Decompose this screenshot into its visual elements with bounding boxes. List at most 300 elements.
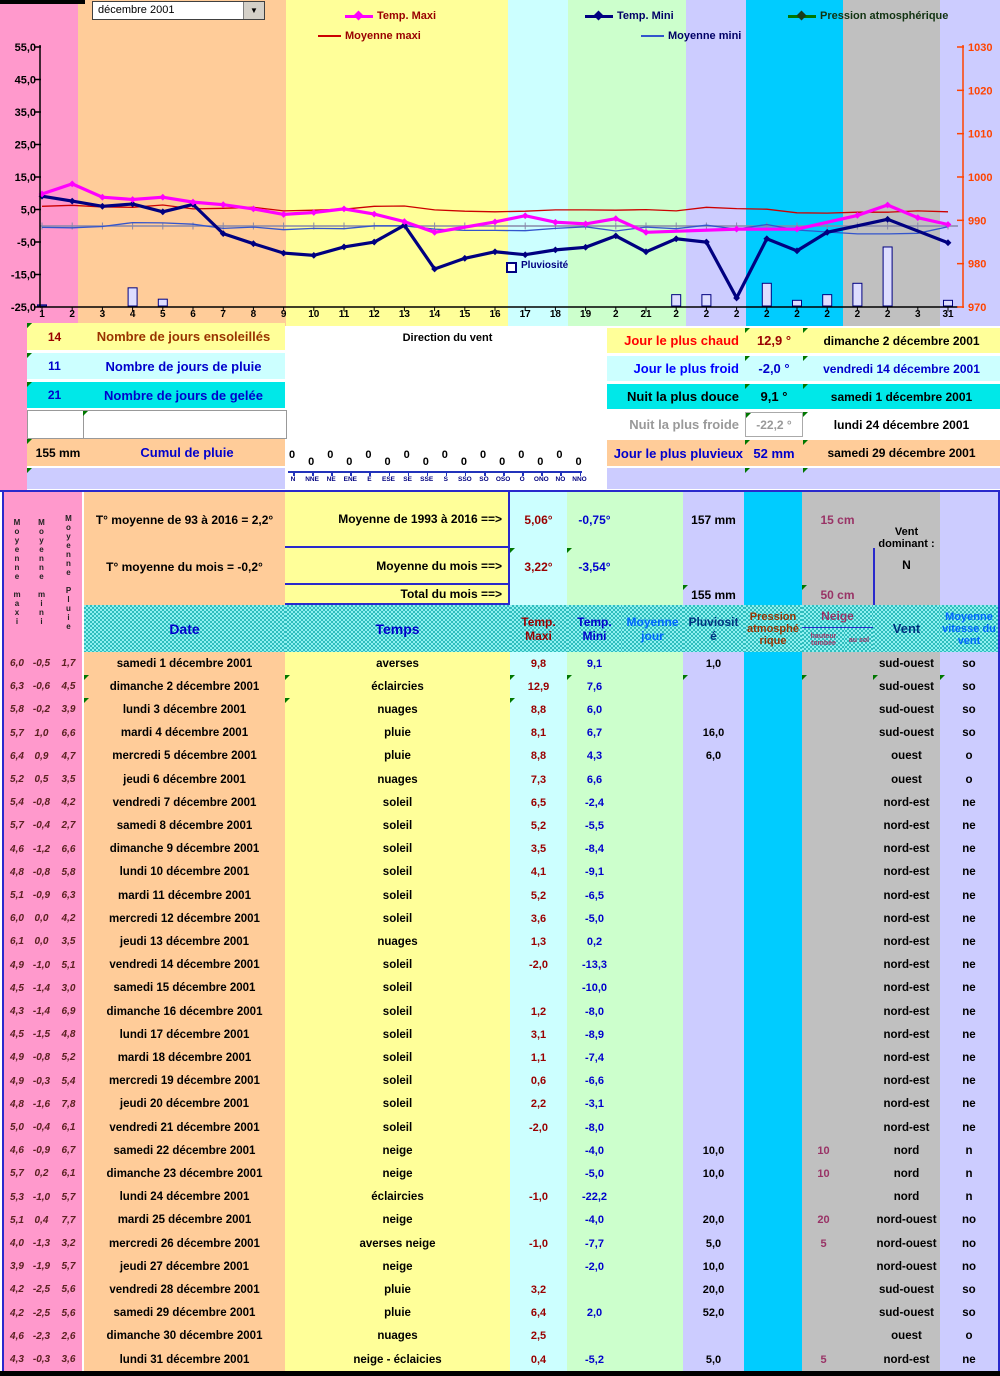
cell-moyenne-mini[interactable]: -0,8 [28, 791, 57, 815]
cell-moyenne-mini[interactable]: 0,0 [28, 930, 57, 954]
cell-pression[interactable] [744, 977, 804, 1001]
stat-cumul-pluie[interactable] [27, 439, 285, 466]
cell-temp-mini[interactable]: -5,0 [567, 907, 624, 931]
cell-vent[interactable]: nord-ouest [873, 1255, 942, 1279]
cell-pluviosite[interactable]: 10,0 [683, 1162, 746, 1186]
cell-temp-mini[interactable]: -2,4 [567, 791, 624, 815]
cell-temp-mini[interactable]: -5,5 [567, 814, 624, 838]
cell-pluviosite[interactable]: 20,0 [683, 1209, 746, 1233]
cell-vent[interactable]: nord-est [873, 814, 942, 838]
cell-temp-maxi[interactable]: 8,1 [510, 722, 569, 746]
cell-moyenne-jour[interactable] [622, 791, 685, 815]
cell-moyenne-maxi[interactable]: 6,4 [2, 745, 32, 769]
cell-pluviosite[interactable]: 5,0 [683, 1348, 746, 1372]
cell-moyenne-maxi[interactable]: 4,6 [2, 1325, 32, 1349]
cell-vent[interactable]: sud-ouest [873, 1302, 942, 1326]
cell-temps[interactable]: soleil [285, 1046, 512, 1070]
cell-neige-sol[interactable] [845, 1278, 875, 1302]
cell-moyenne-maxi[interactable]: 4,9 [2, 954, 32, 978]
cell-moyenne-maxi[interactable]: 5,7 [2, 814, 32, 838]
cell-date[interactable]: samedi 1 décembre 2001 [84, 652, 287, 676]
cell-temp-maxi[interactable]: 8,8 [510, 745, 569, 769]
cell-temp-mini[interactable]: -4,0 [567, 1139, 624, 1163]
cell-pression[interactable] [744, 930, 804, 954]
cell-vent[interactable]: nord-est [873, 1023, 942, 1047]
stat-jour-plus-pluvieux[interactable] [607, 440, 1000, 466]
cell-moyenne-maxi[interactable]: 5,2 [2, 768, 32, 792]
cell-neige-sol[interactable] [845, 1348, 875, 1372]
cell-moyenne-maxi[interactable]: 5,7 [2, 722, 32, 746]
cell-moyenne-pluie[interactable]: 3,5 [55, 768, 84, 792]
cell-moyenne-maxi[interactable]: 3,9 [2, 1255, 32, 1279]
cell-temp-mini[interactable]: -3,1 [567, 1093, 624, 1117]
cell-temp-maxi[interactable]: 6,4 [510, 1302, 569, 1326]
cell-moyenne-pluie[interactable]: 5,6 [55, 1302, 84, 1326]
cell-temp-maxi[interactable]: 4,1 [510, 861, 569, 885]
cell-temps[interactable]: pluie [285, 1302, 512, 1326]
cell-vitesse[interactable]: no [940, 1209, 1000, 1233]
cell-pression[interactable] [744, 1070, 804, 1094]
cell-vitesse[interactable]: ne [940, 977, 1000, 1001]
cell-moyenne-maxi[interactable]: 4,3 [2, 1000, 32, 1024]
cell-temp-mini[interactable]: -4,0 [567, 1209, 624, 1233]
cell-pluviosite[interactable] [683, 838, 746, 862]
cell-date[interactable]: dimanche 30 décembre 2001 [84, 1325, 287, 1349]
cell-temps[interactable]: soleil [285, 1116, 512, 1140]
cell-temp-mini[interactable]: -10,0 [567, 977, 624, 1001]
cell-temp-maxi[interactable] [510, 1255, 569, 1279]
cell-vent[interactable]: sud-ouest [873, 675, 942, 699]
cell-pression[interactable] [744, 698, 804, 722]
cell-moyenne-pluie[interactable]: 6,6 [55, 722, 84, 746]
cell-pluviosite[interactable]: 10,0 [683, 1139, 746, 1163]
cell-vitesse[interactable]: so [940, 675, 1000, 699]
cell-moyenne-pluie[interactable]: 2,6 [55, 1325, 84, 1349]
stat-jours-gelee[interactable] [27, 382, 285, 408]
cell-temp-maxi[interactable] [510, 1139, 569, 1163]
cell-pluviosite[interactable] [683, 1070, 746, 1094]
cell-moyenne-mini[interactable]: -0,5 [28, 652, 57, 676]
cell-vent[interactable]: nord-ouest [873, 1209, 942, 1233]
cell-temp-mini[interactable]: -5,2 [567, 1348, 624, 1372]
cell-temp-mini[interactable]: -9,1 [567, 861, 624, 885]
cell-pression[interactable] [744, 814, 804, 838]
cell-pluviosite[interactable] [683, 977, 746, 1001]
cell-neige-tombee[interactable] [802, 1023, 847, 1047]
cell-temps[interactable]: soleil [285, 884, 512, 908]
cell-neige-sol[interactable] [845, 814, 875, 838]
cell-moyenne-mini[interactable]: -0,9 [28, 1139, 57, 1163]
cell-moyenne-maxi[interactable]: 5,4 [2, 791, 32, 815]
cell-vitesse[interactable]: o [940, 745, 1000, 769]
cell-pluviosite[interactable] [683, 814, 746, 838]
cell-moyenne-pluie[interactable]: 3,9 [55, 698, 84, 722]
cell-neige-tombee[interactable] [802, 1000, 847, 1024]
cell-vent[interactable]: nord-est [873, 977, 942, 1001]
cell-temp-mini[interactable]: -22,2 [567, 1186, 624, 1210]
cell-temp-maxi[interactable]: 1,2 [510, 1000, 569, 1024]
cell-temp-mini[interactable]: -6,5 [567, 884, 624, 908]
cell-temps[interactable]: neige [285, 1209, 512, 1233]
cell-moyenne-mini[interactable]: 0,5 [28, 768, 57, 792]
cell-date[interactable]: dimanche 23 décembre 2001 [84, 1162, 287, 1186]
cell-moyenne-pluie[interactable]: 5,8 [55, 861, 84, 885]
cell-moyenne-mini[interactable]: 0,0 [28, 907, 57, 931]
avg-month-pression-cell[interactable] [744, 548, 804, 587]
cell-neige-tombee[interactable] [802, 1255, 847, 1279]
cell-temps[interactable]: averses [285, 652, 512, 676]
cell-moyenne-mini[interactable]: 1,0 [28, 722, 57, 746]
col-header-pression[interactable]: Pression atmosphérique [744, 605, 804, 654]
header-moyenne-maxi[interactable]: M o y e n n e m a x i [2, 492, 32, 654]
cell-neige-sol[interactable] [845, 722, 875, 746]
cell-pluviosite[interactable]: 16,0 [683, 722, 746, 746]
cell-pluviosite[interactable] [683, 791, 746, 815]
cell-neige-sol[interactable] [845, 1046, 875, 1070]
cell-neige-sol[interactable] [845, 1023, 875, 1047]
cell-moyenne-maxi[interactable]: 4,5 [2, 977, 32, 1001]
cell-pression[interactable] [744, 768, 804, 792]
cell-pression[interactable] [744, 1278, 804, 1302]
cell-neige-sol[interactable] [845, 1093, 875, 1117]
cell-date[interactable]: samedi 15 décembre 2001 [84, 977, 287, 1001]
cell-moyenne-maxi[interactable]: 4,9 [2, 1046, 32, 1070]
avg-month-label-cell[interactable]: T° moyenne du mois = -0,2° [84, 548, 287, 587]
cell-temp-maxi[interactable]: 12,9 [510, 675, 569, 699]
cell-pression[interactable] [744, 1162, 804, 1186]
cell-vent[interactable]: ouest [873, 745, 942, 769]
cell-vent[interactable]: nord-est [873, 1093, 942, 1117]
cell-moyenne-maxi[interactable]: 5,3 [2, 1186, 32, 1210]
cell-pression[interactable] [744, 1046, 804, 1070]
cell-pluviosite[interactable] [683, 1116, 746, 1140]
cell-pression[interactable] [744, 1255, 804, 1279]
cell-vitesse[interactable]: so [940, 1302, 1000, 1326]
cell-temps[interactable]: soleil [285, 861, 512, 885]
cell-vitesse[interactable]: ne [940, 1023, 1000, 1047]
cell-neige-tombee[interactable]: 20 [802, 1209, 847, 1233]
cell-neige-tombee[interactable] [802, 1070, 847, 1094]
cell-temp-mini[interactable] [567, 1278, 624, 1302]
cell-pluviosite[interactable] [683, 954, 746, 978]
cell-moyenne-maxi[interactable]: 5,7 [2, 1162, 32, 1186]
cell-vent[interactable]: nord-est [873, 884, 942, 908]
cell-neige-sol[interactable] [845, 1209, 875, 1233]
cell-moyenne-mini[interactable]: 0,4 [28, 1209, 57, 1233]
cell-pression[interactable] [744, 1023, 804, 1047]
cell-vent[interactable]: nord-est [873, 1348, 942, 1372]
stat-empty-row[interactable] [27, 410, 287, 439]
cell-temp-mini[interactable]: 9,1 [567, 652, 624, 676]
cell-date[interactable]: lundi 10 décembre 2001 [84, 861, 287, 885]
cell-temps[interactable]: soleil [285, 977, 512, 1001]
cell-neige-sol[interactable] [845, 1070, 875, 1094]
cell-temp-mini[interactable]: -8,4 [567, 838, 624, 862]
cell-temp-maxi[interactable]: 5,2 [510, 884, 569, 908]
cell-date[interactable]: dimanche 2 décembre 2001 [84, 675, 287, 699]
total-snow-cell[interactable]: 50 cm [802, 585, 875, 607]
cell-vent[interactable]: nord-est [873, 930, 942, 954]
avg-month-arrow-cell[interactable]: Moyenne du mois ==> [285, 548, 510, 585]
cell-date[interactable]: mardi 18 décembre 2001 [84, 1046, 287, 1070]
cell-vent[interactable]: nord-est [873, 1046, 942, 1070]
cell-moyenne-pluie[interactable]: 6,3 [55, 884, 84, 908]
cell-moyenne-mini[interactable]: -1,4 [28, 1000, 57, 1024]
cell-vent[interactable]: nord [873, 1162, 942, 1186]
cell-temps[interactable]: pluie [285, 745, 512, 769]
avg-93-mjour-cell[interactable] [622, 492, 685, 550]
cell-moyenne-jour[interactable] [622, 1255, 685, 1279]
cell-pression[interactable] [744, 838, 804, 862]
cell-temp-mini[interactable]: 7,6 [567, 675, 624, 699]
col-header-temp-mini[interactable]: Temp. Mini [567, 605, 624, 654]
cell-vent[interactable]: sud-ouest [873, 722, 942, 746]
cell-moyenne-jour[interactable] [622, 675, 685, 699]
cell-vent[interactable]: nord-est [873, 907, 942, 931]
cell-moyenne-maxi[interactable]: 6,1 [2, 930, 32, 954]
total-mjour-cell[interactable] [622, 585, 685, 607]
cell-pluviosite[interactable] [683, 861, 746, 885]
cell-vitesse[interactable]: o [940, 1325, 1000, 1349]
cell-moyenne-pluie[interactable]: 5,6 [55, 1278, 84, 1302]
cell-pression[interactable] [744, 745, 804, 769]
cell-pluviosite[interactable] [683, 1093, 746, 1117]
cell-moyenne-jour[interactable] [622, 1046, 685, 1070]
cell-moyenne-mini[interactable]: -1,9 [28, 1255, 57, 1279]
cell-neige-tombee[interactable] [802, 768, 847, 792]
cell-temp-mini[interactable]: -5,0 [567, 1162, 624, 1186]
cell-moyenne-pluie[interactable]: 3,2 [55, 1232, 84, 1256]
cell-temp-mini[interactable]: -8,9 [567, 1023, 624, 1047]
cell-moyenne-pluie[interactable]: 7,7 [55, 1209, 84, 1233]
avg-93-snow-cell[interactable]: 15 cm [802, 492, 875, 550]
cell-moyenne-jour[interactable] [622, 838, 685, 862]
avg-93-mini-cell[interactable]: -0,75° [567, 492, 624, 550]
stat-jour-plus-chaud[interactable] [607, 328, 1000, 353]
cell-temp-mini[interactable]: 4,3 [567, 745, 624, 769]
cell-date[interactable]: lundi 24 décembre 2001 [84, 1186, 287, 1210]
col-header-temps[interactable]: Temps [285, 605, 512, 654]
cell-moyenne-mini[interactable]: -2,5 [28, 1302, 57, 1326]
cell-neige-tombee[interactable] [802, 977, 847, 1001]
cell-moyenne-jour[interactable] [622, 977, 685, 1001]
cell-neige-sol[interactable] [845, 1186, 875, 1210]
cell-moyenne-maxi[interactable]: 5,1 [2, 884, 32, 908]
cell-moyenne-jour[interactable] [622, 884, 685, 908]
cell-temps[interactable]: averses neige [285, 1232, 512, 1256]
cell-moyenne-pluie[interactable]: 5,1 [55, 954, 84, 978]
total-rain-cell[interactable]: 155 mm [683, 585, 746, 607]
cell-vitesse[interactable]: ne [940, 814, 1000, 838]
cell-pluviosite[interactable]: 1,0 [683, 652, 746, 676]
cell-vitesse[interactable]: no [940, 1255, 1000, 1279]
cell-date[interactable]: jeudi 27 décembre 2001 [84, 1255, 287, 1279]
cell-neige-sol[interactable] [845, 907, 875, 931]
vent-dominant-cell[interactable] [873, 492, 942, 607]
cell-date[interactable]: dimanche 16 décembre 2001 [84, 1000, 287, 1024]
cell-vent[interactable]: nord [873, 1186, 942, 1210]
cell-vitesse[interactable]: n [940, 1162, 1000, 1186]
chevron-down-icon[interactable]: ▼ [243, 2, 264, 19]
avg-93-pression-cell[interactable] [744, 492, 804, 550]
cell-temp-maxi[interactable]: 2,2 [510, 1093, 569, 1117]
cell-vitesse[interactable]: ne [940, 1093, 1000, 1117]
cell-moyenne-mini[interactable]: -1,2 [28, 838, 57, 862]
cell-pluviosite[interactable] [683, 884, 746, 908]
cell-temps[interactable]: éclaircies [285, 675, 512, 699]
cell-temps[interactable]: soleil [285, 1070, 512, 1094]
cell-moyenne-jour[interactable] [622, 698, 685, 722]
cell-moyenne-mini[interactable]: -2,5 [28, 1278, 57, 1302]
cell-temp-maxi[interactable]: -2,0 [510, 1116, 569, 1140]
cell-date[interactable]: mercredi 26 décembre 2001 [84, 1232, 287, 1256]
cell-neige-tombee[interactable] [802, 675, 847, 699]
cell-pression[interactable] [744, 1325, 804, 1349]
cell-moyenne-mini[interactable]: -0,4 [28, 1116, 57, 1140]
cell-vent[interactable]: sud-ouest [873, 1278, 942, 1302]
cell-neige-sol[interactable] [845, 652, 875, 676]
cell-neige-sol[interactable] [845, 954, 875, 978]
cell-moyenne-pluie[interactable]: 4,8 [55, 1023, 84, 1047]
col-header-moyenne-jour[interactable]: Moyenne jour [622, 605, 685, 654]
cell-moyenne-maxi[interactable]: 4,8 [2, 861, 32, 885]
cell-temp-maxi[interactable]: -1,0 [510, 1232, 569, 1256]
cell-temp-maxi[interactable]: 0,4 [510, 1348, 569, 1372]
cell-temp-mini[interactable]: 6,0 [567, 698, 624, 722]
cell-date[interactable]: vendredi 21 décembre 2001 [84, 1116, 287, 1140]
cell-vent[interactable]: ouest [873, 1325, 942, 1349]
cell-temp-maxi[interactable]: -1,0 [510, 1186, 569, 1210]
total-maxi-cell[interactable] [510, 585, 569, 607]
cell-moyenne-mini[interactable]: -1,5 [28, 1023, 57, 1047]
cell-date[interactable]: samedi 22 décembre 2001 [84, 1139, 287, 1163]
cell-vitesse[interactable]: o [940, 768, 1000, 792]
avg-93-rain-cell[interactable]: 157 mm [683, 492, 746, 550]
cell-temps[interactable]: neige - éclaicies [285, 1348, 512, 1372]
cell-temps[interactable]: nuages [285, 1325, 512, 1349]
cell-temps[interactable]: soleil [285, 1093, 512, 1117]
cell-vitesse[interactable]: so [940, 722, 1000, 746]
stat-lavender-row-right[interactable] [607, 468, 1000, 489]
cell-vent[interactable]: nord-est [873, 1116, 942, 1140]
cell-temp-mini[interactable]: 6,6 [567, 768, 624, 792]
cell-moyenne-mini[interactable]: 0,2 [28, 1162, 57, 1186]
cell-moyenne-jour[interactable] [622, 1348, 685, 1372]
cell-moyenne-maxi[interactable]: 4,2 [2, 1278, 32, 1302]
cell-pression[interactable] [744, 1139, 804, 1163]
cell-moyenne-pluie[interactable]: 4,2 [55, 907, 84, 931]
cell-vent[interactable]: nord-est [873, 954, 942, 978]
stat-nuit-plus-froide[interactable] [607, 412, 1000, 437]
cell-temp-maxi[interactable] [510, 977, 569, 1001]
cell-neige-tombee[interactable] [802, 861, 847, 885]
cell-pluviosite[interactable] [683, 1046, 746, 1070]
header-lavender-cell[interactable] [940, 492, 1000, 607]
cell-pression[interactable] [744, 884, 804, 908]
avg-month-snow-cell[interactable] [802, 548, 875, 587]
cell-date[interactable]: vendredi 28 décembre 2001 [84, 1278, 287, 1302]
cell-moyenne-mini[interactable]: -1,0 [28, 1186, 57, 1210]
cell-moyenne-jour[interactable] [622, 814, 685, 838]
stat-lavender-row[interactable] [27, 468, 285, 489]
cell-moyenne-pluie[interactable]: 3,0 [55, 977, 84, 1001]
cell-moyenne-maxi[interactable]: 5,1 [2, 1209, 32, 1233]
cell-date[interactable]: mercredi 5 décembre 2001 [84, 745, 287, 769]
cell-pression[interactable] [744, 1302, 804, 1326]
col-header-vent[interactable]: Vent [873, 605, 942, 654]
cell-temps[interactable]: pluie [285, 722, 512, 746]
cell-moyenne-mini[interactable]: -1,3 [28, 1232, 57, 1256]
cell-temp-maxi[interactable]: 1,1 [510, 1046, 569, 1070]
cell-vitesse[interactable]: n [940, 1139, 1000, 1163]
cell-moyenne-mini[interactable]: -0,9 [28, 884, 57, 908]
cell-moyenne-jour[interactable] [622, 768, 685, 792]
cell-neige-tombee[interactable] [802, 698, 847, 722]
cell-moyenne-maxi[interactable]: 6,0 [2, 652, 32, 676]
cell-neige-tombee[interactable] [802, 1278, 847, 1302]
stat-jour-plus-froid[interactable] [607, 356, 1000, 381]
cell-moyenne-jour[interactable] [622, 1139, 685, 1163]
cell-neige-tombee[interactable] [802, 745, 847, 769]
cell-temp-maxi[interactable]: 2,5 [510, 1325, 569, 1349]
cell-vitesse[interactable]: ne [940, 838, 1000, 862]
cell-neige-sol[interactable] [845, 768, 875, 792]
cell-temp-maxi[interactable]: 6,5 [510, 791, 569, 815]
cell-moyenne-pluie[interactable]: 6,7 [55, 1139, 84, 1163]
cell-neige-tombee[interactable]: 10 [802, 1162, 847, 1186]
col-header-temp-maxi[interactable]: Temp. Maxi [510, 605, 569, 654]
total-mini-cell[interactable] [567, 585, 624, 607]
cell-moyenne-pluie[interactable]: 5,4 [55, 1070, 84, 1094]
cell-vitesse[interactable]: ne [940, 954, 1000, 978]
cell-moyenne-pluie[interactable]: 4,5 [55, 675, 84, 699]
col-header-neige[interactable]: Neige [802, 605, 875, 628]
cell-pression[interactable] [744, 1000, 804, 1024]
cell-temps[interactable]: soleil [285, 954, 512, 978]
cell-moyenne-maxi[interactable]: 5,8 [2, 698, 32, 722]
cell-pluviosite[interactable]: 6,0 [683, 745, 746, 769]
cell-temp-mini[interactable]: -7,7 [567, 1232, 624, 1256]
cell-neige-tombee[interactable] [802, 907, 847, 931]
cell-neige-tombee[interactable]: 5 [802, 1348, 847, 1372]
cell-date[interactable]: samedi 29 décembre 2001 [84, 1302, 287, 1326]
cell-vitesse[interactable]: ne [940, 930, 1000, 954]
cell-neige-sol[interactable] [845, 1162, 875, 1186]
cell-vent[interactable]: ouest [873, 768, 942, 792]
cell-moyenne-pluie[interactable]: 3,6 [55, 1348, 84, 1372]
cell-neige-tombee[interactable] [802, 1325, 847, 1349]
cell-temp-mini[interactable]: 2,0 [567, 1302, 624, 1326]
cell-date[interactable]: mardi 11 décembre 2001 [84, 884, 287, 908]
avg-month-rain-cell[interactable] [683, 548, 746, 587]
cell-pression[interactable] [744, 1209, 804, 1233]
cell-neige-sol[interactable] [845, 1232, 875, 1256]
cell-date[interactable]: mercredi 19 décembre 2001 [84, 1070, 287, 1094]
cell-moyenne-jour[interactable] [622, 722, 685, 746]
cell-neige-tombee[interactable] [802, 1302, 847, 1326]
cell-neige-sol[interactable] [845, 1000, 875, 1024]
cell-date[interactable]: mardi 25 décembre 2001 [84, 1209, 287, 1233]
col-header-vitesse[interactable]: Moyenne vitesse du vent [940, 605, 1000, 654]
col-header-pluviosite[interactable]: Pluviosité [683, 605, 746, 654]
cell-moyenne-jour[interactable] [622, 861, 685, 885]
cell-moyenne-jour[interactable] [622, 1116, 685, 1140]
cell-temps[interactable]: soleil [285, 1000, 512, 1024]
cell-moyenne-jour[interactable] [622, 954, 685, 978]
col-header-neige-sol[interactable]: au sol [845, 628, 875, 654]
cell-moyenne-jour[interactable] [622, 1302, 685, 1326]
cell-neige-tombee[interactable] [802, 722, 847, 746]
